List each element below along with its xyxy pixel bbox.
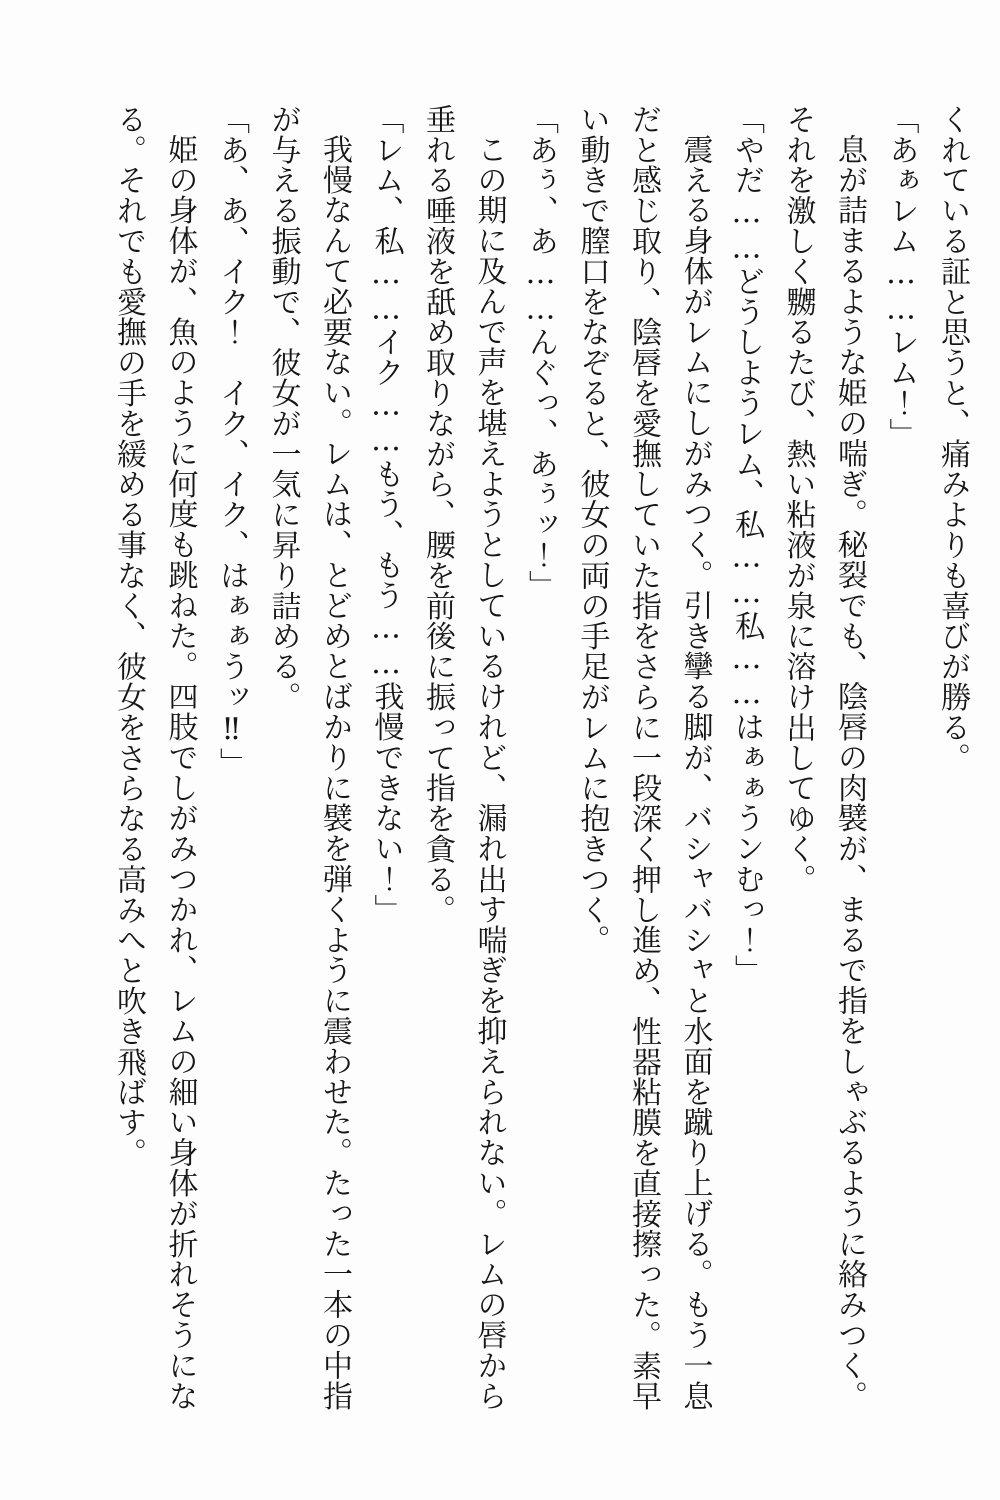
- paragraph-narrative: この期に及んで声を堪えようとしているけれど、漏れ出す喘ぎを抑えられない。レムの唇から垂れる唾液を舐め取りながら、腰を前後に振って指を貪る。: [420, 104, 507, 1412]
- paragraph-dialogue: 「あ、あ、イク！ イク、イク、はぁぁうッ‼」: [214, 104, 249, 778]
- paragraph-dialogue: 「あぅ、あ……んぐっ、あぅッ！」: [523, 104, 558, 601]
- paragraph-dialogue: 「レム、私……イク……もう、もう……我慢できない！」: [368, 104, 404, 925]
- paragraph-narrative-continuation: くれている証と思うと、痛みよりも喜びが勝る。: [935, 104, 970, 773]
- paragraph-narrative: 我慢なんて必要ない。レムは、とどめとばかりに襞を弾くように震わせた。たった一本の中指が与える振動で、彼女が一気に昇り詰める。: [265, 104, 352, 1412]
- paragraph-narrative: 震える身体がレムにしがみつく。引き攣る脚が、バシャバシャと水面を蹴り上げる。もう一息だと感じ取り、陰唇を愛撫していた指をさらに一段深く押し進め、性器粘膜を直接擦った。素早い動きで膣口をなぞると、彼女の両の手足がレムに抱きつく。: [574, 104, 713, 1412]
- paragraph-dialogue: 「あぁレム……レム！」: [883, 104, 919, 449]
- paragraph-dialogue: 「やだ……どうしようレム、私……私……はぁぁうンむっ！」: [729, 104, 764, 986]
- paragraph-narrative: 姫の身体が、魚のように何度も跳ねた。四肢でしがみつかれ、レムの細い身体が折れそうになる。それでも愛撫の手を緩める事なく、彼女をさらなる高みへと吹き飛ばす。: [111, 104, 198, 1412]
- paragraph-narrative: 息が詰まるような姫の喘ぎ。秘裂でも、陰唇の肉襞が、まるで指をしゃぶるように絡みつく。それを激しく嬲るたび、熱い粘液が泉に溶け出してゆく。: [780, 104, 867, 1412]
- vertical-text-block: [96, 104, 978, 1414]
